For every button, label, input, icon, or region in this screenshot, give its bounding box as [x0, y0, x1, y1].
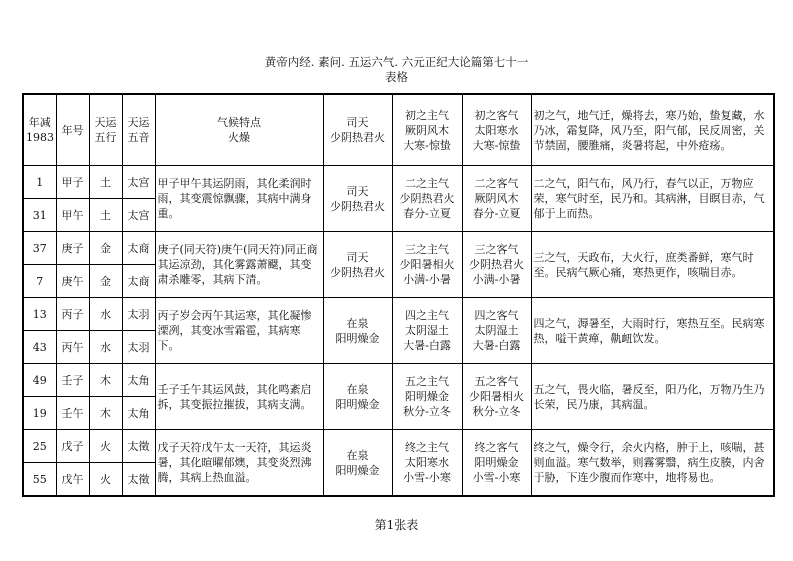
- keqi-line: 少阴热君火: [469, 258, 524, 271]
- wuyin-cell: 太徵: [122, 463, 155, 497]
- ganzhi-cell: 戊子: [56, 430, 89, 463]
- zhuqi-line: 少阴热君火: [399, 192, 455, 205]
- sitian-line: 少阴热君火: [330, 199, 385, 213]
- climate-cell: 甲子甲午其运阴雨，其化柔润时雨，其变震惊飘骤，其病中满身重。: [155, 166, 323, 232]
- sitian-line: 阳明燥金: [335, 331, 380, 345]
- zhuqi-cell: [392, 166, 462, 232]
- header-keqi: [462, 94, 531, 166]
- wuyin-cell: 太徵: [122, 430, 155, 463]
- keqi-line: 少阳暑相火: [469, 390, 524, 403]
- sitian-line: 司天: [346, 184, 369, 198]
- header-climate-line: 火燥: [228, 131, 250, 144]
- header-wuxing: [89, 94, 122, 166]
- keqi-line: 三之客气: [474, 243, 519, 256]
- ganzhi-cell: 丙午: [56, 331, 89, 364]
- keqi-line: 春分-立夏: [472, 207, 521, 220]
- keqi-cell: [462, 364, 531, 430]
- zhuqi-line: 三之主气: [405, 243, 449, 256]
- zhuqi-line: 春分-立夏: [403, 207, 451, 220]
- climate-cell: 庚子(同天符)庚午(同天符)同正商其运凉劲，其化雾露萧飋，其变肃杀雕零，其病下清。: [155, 232, 323, 298]
- sitian-cell: [323, 430, 392, 497]
- zhuqi-cell: [392, 430, 462, 497]
- climate-cell: 丙子岁会丙午其运寒，其化凝惨溧冽，其变冰雪霜雹，其病寒下。: [155, 298, 323, 364]
- wuyin-cell: 太角: [122, 364, 155, 397]
- year-cell: 7: [23, 265, 56, 298]
- wuyin-cell: 太宫: [122, 166, 155, 199]
- keqi-line: 终之客气: [474, 441, 519, 454]
- wuyin-cell: 太宫: [122, 199, 155, 232]
- keqi-cell: [462, 166, 531, 232]
- wuxing-cell: 金: [89, 265, 122, 298]
- wuyin-cell: 太商: [122, 265, 155, 298]
- sitian-line: 在泉: [346, 382, 369, 396]
- zhuqi-line: 终之主气: [405, 441, 449, 454]
- header-year-line: 1983: [26, 131, 54, 144]
- keqi-line: 秋分-立冬: [472, 405, 521, 418]
- header-sitian: [323, 94, 392, 166]
- header-effect: 初之气，地气迁，燥将去，寒乃始，蛰复藏，水乃冰，霜复降，风乃至，阳气郁，民反周密，关节禁固，腰脽痛，炎暑将起，中外疮疡。: [531, 94, 774, 166]
- zhuqi-line: 太阳寒水: [405, 456, 449, 469]
- year-cell: 55: [23, 463, 56, 497]
- header-climate: [155, 94, 323, 166]
- zhuqi-cell: [392, 232, 462, 298]
- ganzhi-cell: 壬子: [56, 364, 89, 397]
- sitian-cell: [323, 364, 392, 430]
- keqi-line: 四之客气: [474, 309, 519, 322]
- wuxing-cell: 土: [89, 166, 122, 199]
- effect-cell: 三之气，天政布，大火行，庶类番鲜，寒气时至。民病气厥心痛，寒热更作，咳喘目赤。: [531, 232, 774, 298]
- climate-cell: 壬子壬午其运风鼓，其化鸣紊启拆，其变振拉摧拔，其病支满。: [155, 364, 323, 430]
- sitian-line: 阳明燥金: [335, 463, 380, 477]
- table-row: [23, 166, 774, 199]
- zhuqi-line: 二之主气: [405, 177, 449, 190]
- zhuqi-line: 小雪-小寒: [403, 471, 451, 484]
- sitian-line: 司天: [346, 250, 369, 264]
- keqi-cell: [462, 232, 531, 298]
- year-cell: 13: [23, 298, 56, 331]
- wuyin-cell: 太羽: [122, 298, 155, 331]
- zhuqi-line: 阳明燥金: [405, 390, 449, 403]
- zhuqi-line: 大暑-白露: [403, 339, 451, 352]
- sitian-cell: [323, 232, 392, 298]
- keqi-cell: [462, 430, 531, 497]
- wuxing-cell: 木: [89, 364, 122, 397]
- header-row: [23, 94, 774, 166]
- keqi-line: 厥阴风木: [474, 192, 519, 205]
- wuxing-cell: 木: [89, 397, 122, 430]
- wuyin-cell: 太商: [122, 232, 155, 265]
- ganzhi-cell: 庚子: [56, 232, 89, 265]
- sitian-cell: [323, 298, 392, 364]
- wuyin-cell: 太羽: [122, 331, 155, 364]
- effect-cell: 四之气，溽暑至，大雨时行，寒热互至。民病寒热，嗌干黄瘅，鼽衄饮发。: [531, 298, 774, 364]
- zhuqi-line: 四之主气: [405, 309, 449, 322]
- zhuqi-line: 秋分-立冬: [403, 405, 451, 418]
- year-cell: 31: [23, 199, 56, 232]
- ganzhi-cell: 甲午: [56, 199, 89, 232]
- header-wuyin: [122, 94, 155, 166]
- effect-cell: 五之气，畏火临，暑反至，阳乃化，万物乃生乃长荣，民乃康，其病温。: [531, 364, 774, 430]
- sitian-line: 在泉: [346, 316, 369, 330]
- page-footer: 第1张表: [374, 518, 419, 532]
- header-zhuqi-line: 厥阴风木: [405, 123, 449, 137]
- zhuqi-line: 少阳暑相火: [399, 258, 455, 271]
- header-wuyin-line: 五音: [127, 131, 150, 144]
- wuxing-cell: 金: [89, 232, 122, 265]
- header-climate-line: 气候特点: [217, 116, 261, 129]
- keqi-cell: [462, 298, 531, 364]
- zhuqi-line: 太阴湿土: [405, 324, 449, 337]
- header-wuxing-line: 五行: [94, 131, 117, 144]
- sitian-line: 在泉: [346, 448, 369, 462]
- zhuqi-cell: [392, 298, 462, 364]
- year-cell: 49: [23, 364, 56, 397]
- table-row: [23, 364, 774, 397]
- year-cell: 25: [23, 430, 56, 463]
- table-row: [23, 298, 774, 331]
- header-year: [23, 94, 56, 166]
- effect-cell: 终之气，燥令行，余火内格，肿于上，咳喘，甚则血溢。寒气数举，则霧雾翳，病生皮腠，内舍于胁，下连少腹而作寒中，地将易也。: [531, 430, 774, 497]
- header-keqi-line: 初之客气: [474, 108, 519, 122]
- header-zhuqi: [392, 94, 462, 166]
- wuxing-cell: 水: [89, 331, 122, 364]
- header-keqi-line: 太阳寒水: [474, 123, 519, 137]
- header-year-line: 年减: [28, 116, 51, 129]
- year-cell: 43: [23, 331, 56, 364]
- wuxing-cell: 土: [89, 199, 122, 232]
- page-subtitle: 表格: [385, 70, 408, 84]
- zhuqi-line: 小满-小暑: [403, 273, 451, 286]
- ganzhi-cell: 壬午: [56, 397, 89, 430]
- header-zhuqi-line: 初之主气: [405, 108, 449, 122]
- header-zhuqi-line: 大寒-惊蛰: [403, 138, 451, 152]
- header-sitian-line: 司天: [346, 116, 369, 129]
- wuxing-cell: 水: [89, 298, 122, 331]
- five-movements-table: [22, 93, 775, 497]
- keqi-line: 小雪-小寒: [472, 471, 521, 484]
- header-sitian-line: 少阴热君火: [330, 131, 385, 144]
- wuxing-cell: 火: [89, 430, 122, 463]
- keqi-line: 二之客气: [474, 177, 519, 190]
- wuxing-cell: 火: [89, 463, 122, 497]
- header-wuyin-line: 天运: [127, 116, 150, 129]
- keqi-line: 阳明燥金: [474, 456, 519, 469]
- ganzhi-cell: 甲子: [56, 166, 89, 199]
- table-row: [23, 232, 774, 265]
- page-title: 黄帝内经. 素问. 五运六气. 六元正纪大论篇第七十一: [264, 55, 529, 69]
- ganzhi-cell: 庚午: [56, 265, 89, 298]
- wuyin-cell: 太角: [122, 397, 155, 430]
- keqi-line: 五之客气: [474, 375, 519, 388]
- effect-cell: 二之气，阳气布，风乃行，春气以正，万物应荣，寒气时至，民乃和。其病淋，目瞑目赤，气郁于上而热。: [531, 166, 774, 232]
- table-row: [23, 430, 774, 463]
- zhuqi-line: 五之主气: [405, 375, 449, 388]
- header-keqi-line: 大寒-惊蛰: [472, 138, 521, 152]
- climate-cell: 戊子天符戊午太一天符，其运炎暑，其化暄曜郁燠，其变炎烈沸腾，其病上热血溢。: [155, 430, 323, 497]
- year-cell: 19: [23, 397, 56, 430]
- ganzhi-cell: 戊午: [56, 463, 89, 497]
- header-wuxing-line: 天运: [94, 116, 117, 129]
- ganzhi-cell: 丙子: [56, 298, 89, 331]
- keqi-line: 小满-小暑: [472, 273, 521, 286]
- sitian-line: 阳明燥金: [335, 397, 380, 411]
- year-cell: 37: [23, 232, 56, 265]
- sitian-cell: [323, 166, 392, 232]
- header-ganzhi: 年号: [56, 94, 89, 166]
- year-cell: 1: [23, 166, 56, 199]
- keqi-line: 太阴湿土: [474, 324, 519, 337]
- zhuqi-cell: [392, 364, 462, 430]
- sitian-line: 少阴热君火: [330, 265, 385, 279]
- keqi-line: 大暑-白露: [472, 339, 521, 352]
- document-header: [0, 55, 793, 85]
